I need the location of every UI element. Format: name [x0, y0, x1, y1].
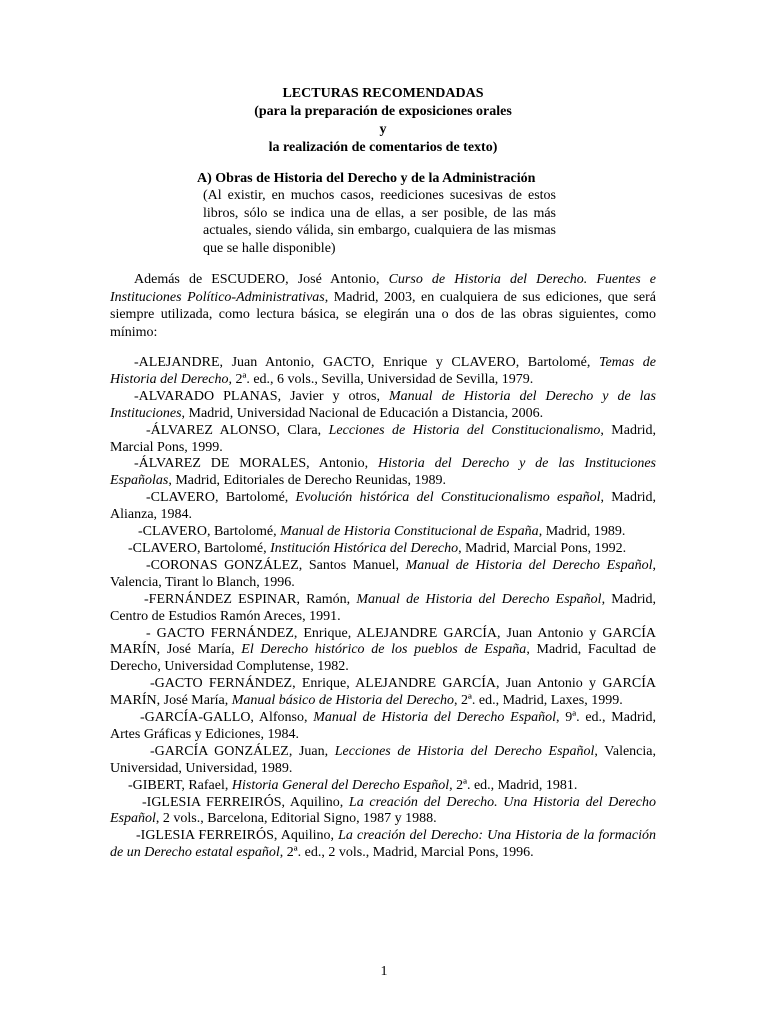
reference-item: [110, 828, 656, 862]
reference-details: , Valencia, Tirant lo Blanch, 1996.: [110, 557, 656, 590]
reference-item: [110, 744, 656, 778]
reference-details: , 9ª. ed., Madrid, Artes Gráficas y Ediciones, 1984.: [110, 710, 656, 742]
reference-details: , Madrid, Alianza, 1984.: [110, 490, 656, 523]
reference-item: [110, 524, 656, 541]
reference-details: , Madrid, Editoriales de Derecho Reunidas, 1989.: [168, 473, 446, 489]
reference-title: Manual de Historia Constitucional de España: [280, 524, 539, 540]
reference-title: Manual de Historia del Derecho Español: [356, 591, 602, 607]
reference-title: El Derecho histórico de los pueblos de España: [241, 642, 527, 658]
reference-author: -IGLESIA FERREIRÓS, Aquilino,: [142, 794, 349, 810]
reference-details: , 2ª. ed., Madrid, 1981.: [449, 777, 578, 793]
reference-title: Lecciones de Historia del Constitucionalismo: [328, 422, 601, 438]
section-heading: A) Obras de Historia del Derecho y de la Administración: [197, 171, 536, 186]
reference-author: -GACTO FERNÁNDEZ, Enrique, ALEJANDRE GARCÍA, Juan Antonio y GARCÍA MARÍN, José María,: [110, 676, 656, 709]
reference-author: -CLAVERO, Bartolomé,: [146, 490, 296, 506]
reference-author: -GARCÍA-GALLO, Alfonso,: [140, 710, 314, 726]
reference-item: [110, 558, 656, 592]
document-title: LECTURAS RECOMENDADAS: [282, 86, 484, 101]
intro-paragraph: [110, 271, 656, 341]
intro-book-title: Curso de Historia del Derecho. Fuentes e Instituciones Político-Administrativas: [110, 272, 656, 305]
reference-item: [110, 592, 656, 626]
reference-item: [110, 626, 656, 677]
reference-item: [110, 490, 656, 524]
intro-text-before: Además de ESCUDERO, José Antonio,: [134, 272, 389, 287]
reference-item: [110, 676, 656, 710]
reference-title: La creación del Derecho: Una Historia de la formación de un Derecho estatal español: [110, 828, 657, 861]
reference-title: La creación del Derecho. Una Historia del Derecho Español: [110, 794, 656, 827]
document-subtitle-line-3: la realización de comentarios de texto): [268, 140, 498, 155]
reference-title: Manual de Historia del Derecho Español: [313, 710, 557, 726]
reference-title: Temas de Historia del Derecho: [110, 355, 656, 387]
document-subtitle-line-2: y: [379, 122, 387, 137]
reference-title: Manual de Historia del Derecho Español: [405, 557, 653, 573]
reference-author: -FERNÁNDEZ ESPINAR, Ramón,: [144, 591, 357, 607]
reference-item: [110, 541, 656, 558]
reference-details: , 2ª. ed., Madrid, Laxes, 1999.: [454, 693, 623, 709]
reference-author: -CORONAS GONZÁLEZ, Santos Manuel,: [146, 557, 406, 573]
title-block: [110, 85, 656, 157]
intro-text-after: , Madrid, 2003, en cualquiera de sus ediciones, que será siempre utilizada, como lectura básica, se elegirán una o dos de las obras siguientes, como mínimo:: [110, 289, 656, 340]
reference-author: -CLAVERO, Bartolomé,: [138, 524, 281, 540]
reference-details: , Madrid, Marcial Pons, 1999.: [110, 422, 657, 455]
reference-author: -ALVARADO PLANAS, Javier y otros,: [134, 388, 390, 404]
reference-item: [110, 355, 656, 389]
reference-title: Manual básico de Historia del Derecho: [231, 693, 454, 709]
reference-details: , 2 vols., Barcelona, Editorial Signo, 1987 y 1988.: [155, 811, 437, 827]
reference-details: , 2ª. ed., 2 vols., Madrid, Marcial Pons, 1996.: [279, 845, 534, 861]
document-subtitle-line-1: (para la preparación de exposiciones orales: [254, 104, 512, 119]
reference-author: -ÁLVAREZ ALONSO, Clara,: [146, 422, 329, 438]
reference-list: [110, 355, 656, 862]
reference-author: - GACTO FERNÁNDEZ, Enrique, ALEJANDRE GARCÍA, Juan Antonio y GARCÍA MARÍN, José María,: [110, 625, 656, 658]
reference-details: , 2ª. ed., 6 vols., Sevilla, Universidad de Sevilla, 1979.: [228, 371, 534, 387]
page-number: 1: [380, 964, 388, 979]
reference-title: Evolución histórica del Constitucionalismo español: [295, 490, 601, 506]
reference-details: , Madrid, Universidad Nacional de Educación a Distancia, 2006.: [181, 405, 544, 421]
reference-title: Lecciones de Historia del Derecho Español: [334, 743, 595, 759]
reference-details: , Madrid, Facultad de Derecho, Universidad Complutense, 1982.: [110, 642, 657, 675]
reference-author: -GARCÍA GONZÁLEZ, Juan,: [150, 743, 335, 759]
section-note: (Al existir, en muchos casos, reediciones sucesivas de estos libros, sólo se indica una de ellas, a ser posible, de las más actuales, siendo válida, sin embargo, cualquiera de las mismas que se halle disponible): [203, 188, 556, 256]
reference-item: [110, 456, 656, 490]
reference-title: Manual de Historia del Derecho y de las Instituciones: [110, 388, 656, 421]
reference-author: -GIBERT, Rafael,: [128, 777, 232, 793]
reference-item: [110, 423, 656, 457]
reference-author: -CLAVERO, Bartolomé,: [128, 540, 271, 556]
reference-title: Historia del Derecho y de las Instituciones Españolas: [110, 456, 656, 489]
reference-author: -ÁLVAREZ DE MORALES, Antonio,: [134, 456, 379, 472]
reference-item: [110, 795, 656, 829]
reference-item: [110, 710, 656, 744]
reference-details: , Madrid, Centro de Estudios Ramón Areces, 1991.: [110, 591, 656, 624]
reference-title: Historia General del Derecho Español: [231, 777, 450, 793]
reference-title: Institución Histórica del Derecho: [270, 540, 459, 556]
reference-author: -IGLESIA FERREIRÓS, Aquilino,: [136, 828, 339, 844]
reference-item: [110, 778, 656, 795]
reference-author: -ALEJANDRE, Juan Antonio, GACTO, Enrique y CLAVERO, Bartolomé,: [134, 355, 599, 370]
reference-item: [110, 389, 656, 423]
reference-details: , Valencia, Universidad, Universidad, 1989.: [110, 743, 656, 776]
reference-details: , Madrid, Marcial Pons, 1992.: [458, 540, 627, 556]
reference-details: , Madrid, 1989.: [538, 524, 626, 540]
